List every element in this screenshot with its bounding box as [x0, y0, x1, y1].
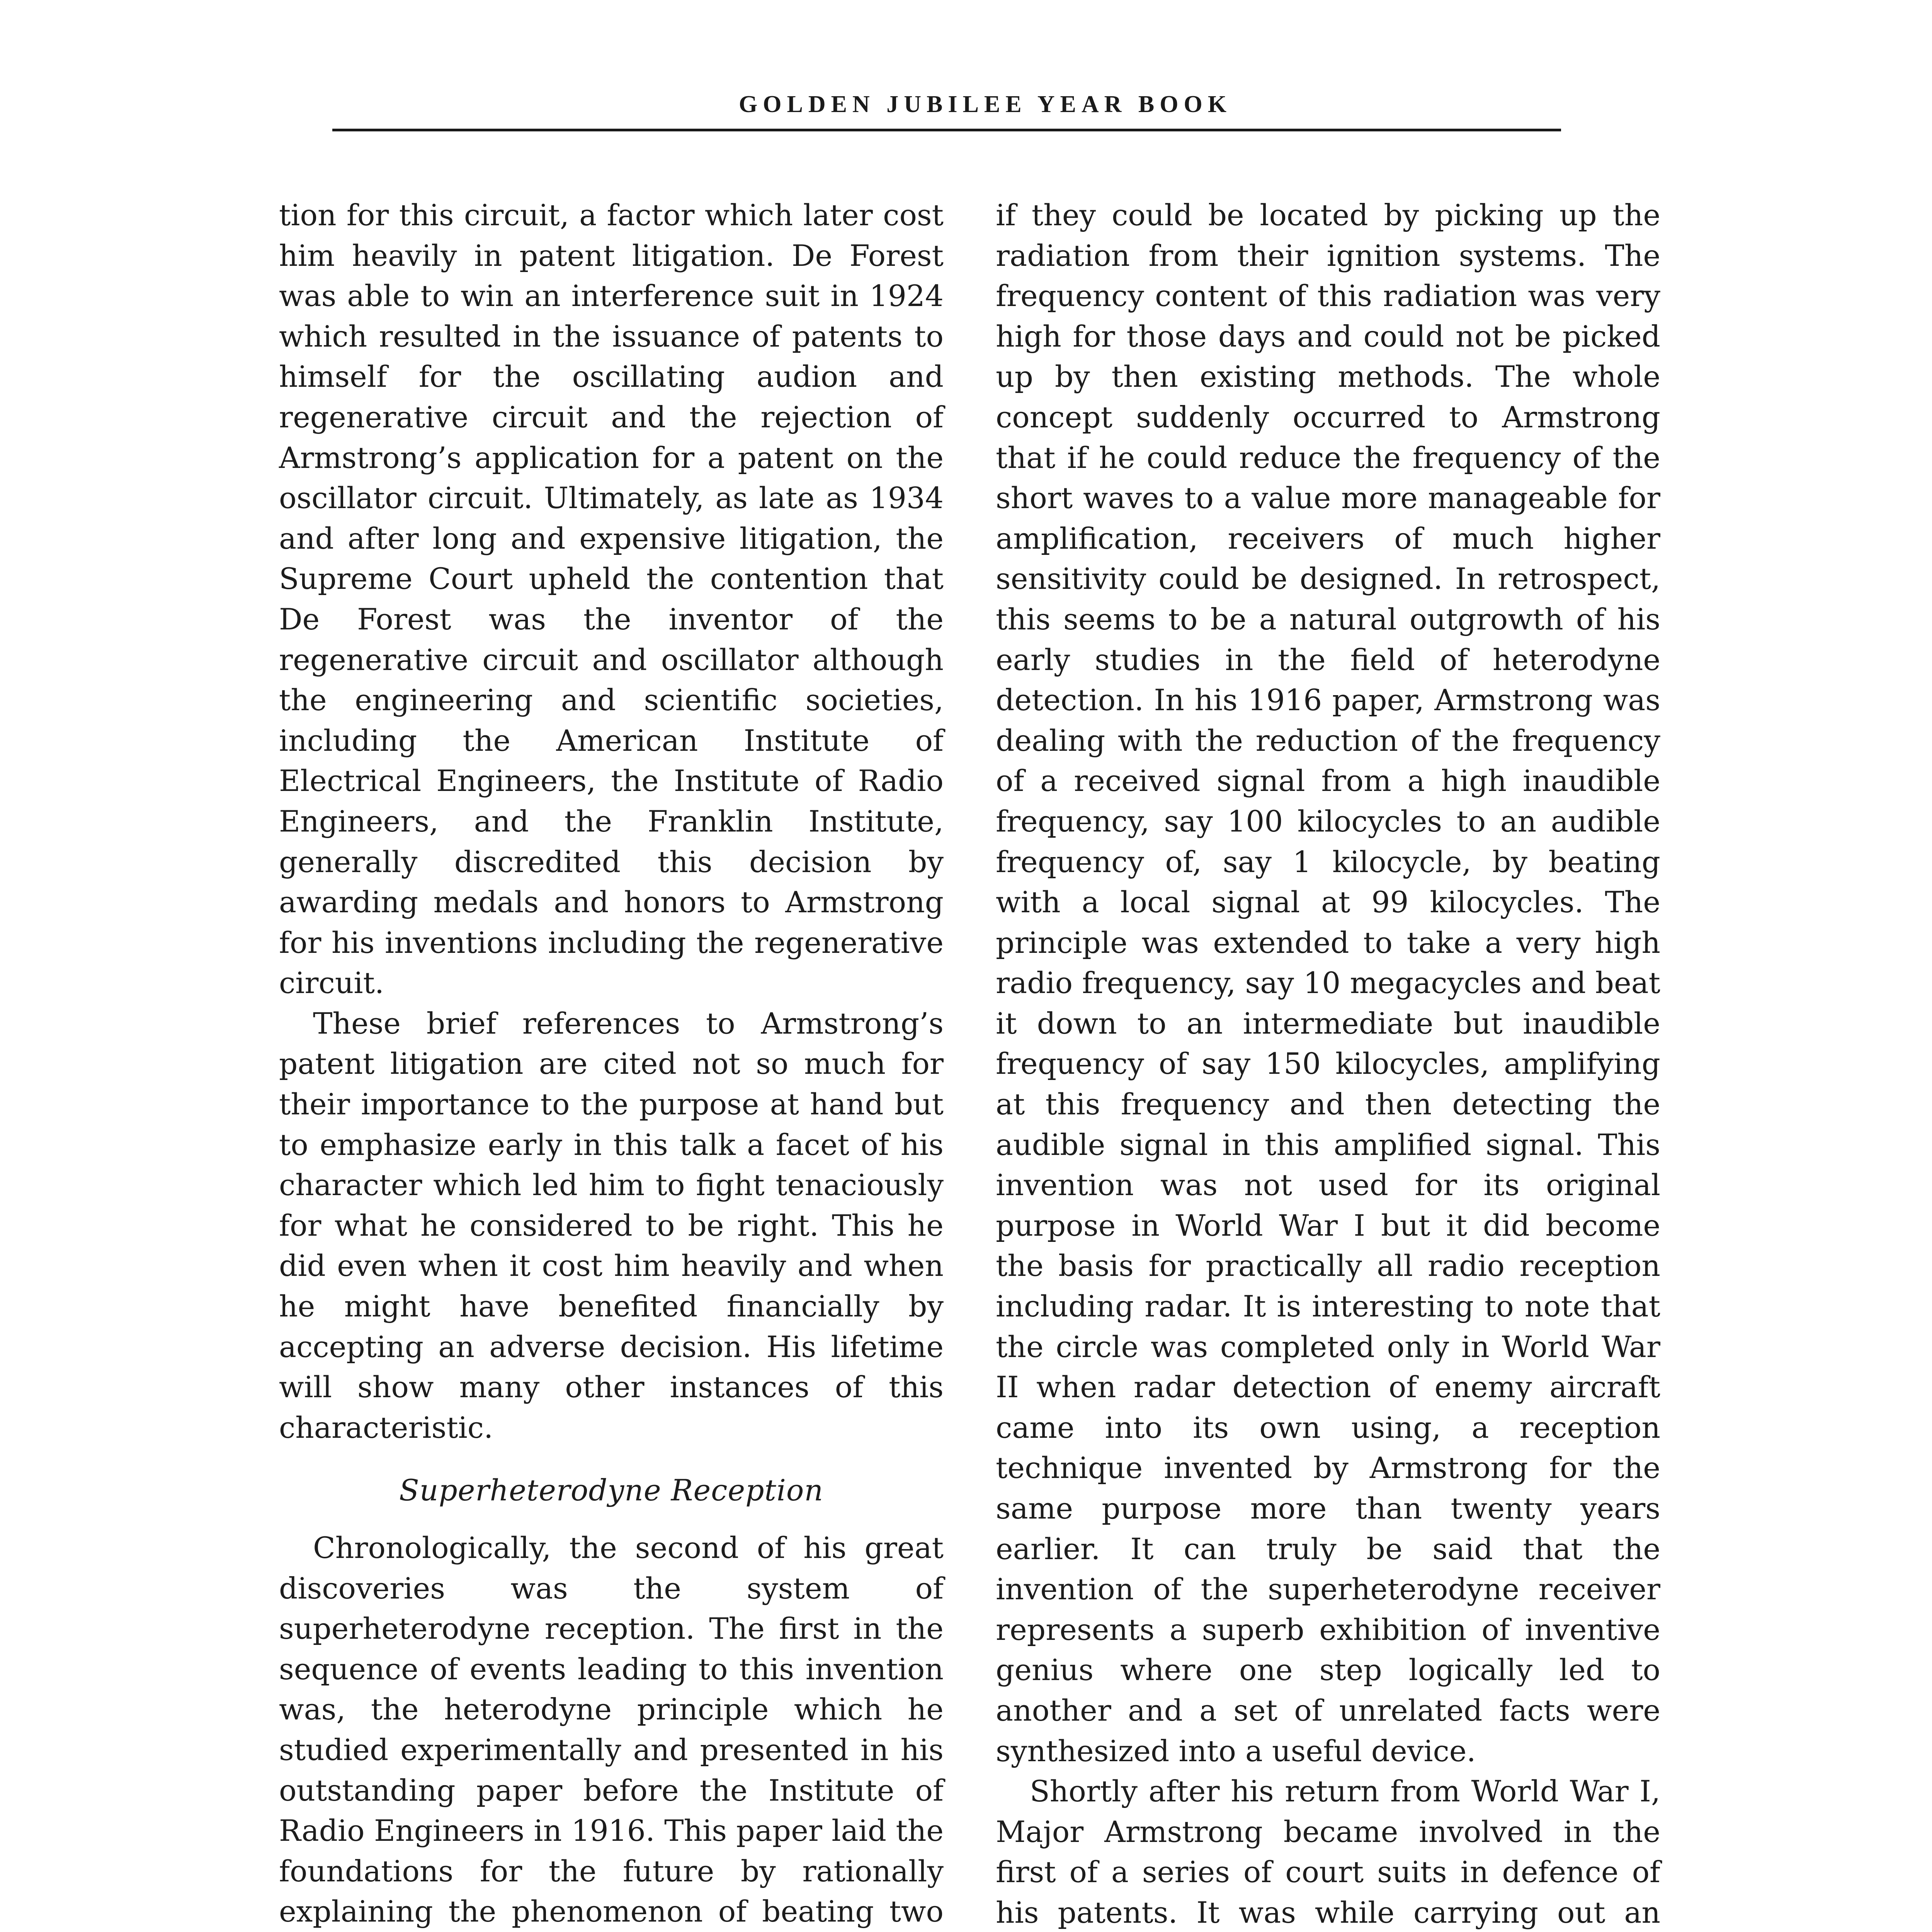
- left-column: [279, 195, 944, 1932]
- right-column: [996, 195, 1660, 1932]
- header-rule: [332, 129, 1561, 131]
- right-paragraph-1: if they could be located by picking up the radiation from their ignition systems. The frequency content of this radiation was very high for those days and could not be picked up by then existing methods. The whole concept suddenly occurred to Armstrong that if he could reduce the frequency of the short waves to a value more manageable for amplification, receivers of much higher sensitivity could be designed. In retrospect, this seems to be a natural outgrowth of his early studies in the field of heterodyne detection. In his 1916 paper, Armstrong was dealing with the reduction of the frequency of a received signal from a high inaudible frequency, say 100 kilocycles to an audible frequency of, say 1 kilocycle, by beating with a local signal at 99 kilocycles. The principle was extended to take a very high radio frequency, say 10 megacycles and beat it down to an intermediate but inaudible frequency of say 150 kilocycles, amplifying at this frequency and then detecting the audible signal in this amplified signal. This invention was not used for its original purpose in World War I but it did become the basis for practically all radio reception including radar. It is interesting to note that the circle was completed only in World War II when radar detection of enemy aircraft came into its own using, a reception technique invented by Armstrong for the same purpose more than twenty years earlier. It can truly be said that the invention of the superheterodyne receiver represents a superb exhibition of inventive genius where one step logically led to another and a set of unrelated facts were synthesized into a useful device.: [996, 198, 1660, 1768]
- left-paragraph-1: tion for this circuit, a factor which later cost him heavily in patent litigation. De Forest was able to win an interference suit in 1924 which resulted in the issuance of patents to himself for the oscillating audion and regenerative circuit and the rejection of Armstrong’s application for a patent on the oscillator circuit. Ultimately, as late as 1934 and after long and expensive litigation, the Supreme Court upheld the contention that De Forest was the inventor of the regenerative circuit and oscillator although the engineering and scientific societies, including the American Institute of Electrical Engineers, the Institute of Radio Engineers, and the Franklin Institute, generally discredited this decision by awarding medals and honors to Armstrong for his inventions including the regenerative circuit.: [279, 198, 944, 1000]
- left-paragraph-3: Chronologically, the second of his great discoveries was the system of superheterodyne reception. The first in the sequence of events leading to this invention was, the heterodyne principle which he studied experimentally and presented in his outstanding paper before the Institute of Radio Engineers in 1916. This paper laid the foundations for the future by rationally explaining the phenomenon of beating two: [279, 1531, 944, 1929]
- left-paragraph-2: These brief references to Armstrong’s patent litigation are cited not so much for their importance to the purpose at hand but to emphasize early in this talk a facet of his character which led him to fight tenaciously for what he considered to be right. This he did even when it cost him heavily and when he might have benefited financially by accepting an adverse decision. His lifetime will show many other instances of this characteristic.: [279, 1006, 944, 1445]
- section-heading: Superheterodyne Reception: [399, 1473, 823, 1508]
- right-paragraph-2: Shortly after his return from World War I, Major Armstrong became involved in the first of a series of court suits in defence of his patents. It was while carrying out an: [996, 1774, 1660, 1930]
- running-header: GOLDEN JUBILEE YEAR BOOK: [739, 91, 1232, 117]
